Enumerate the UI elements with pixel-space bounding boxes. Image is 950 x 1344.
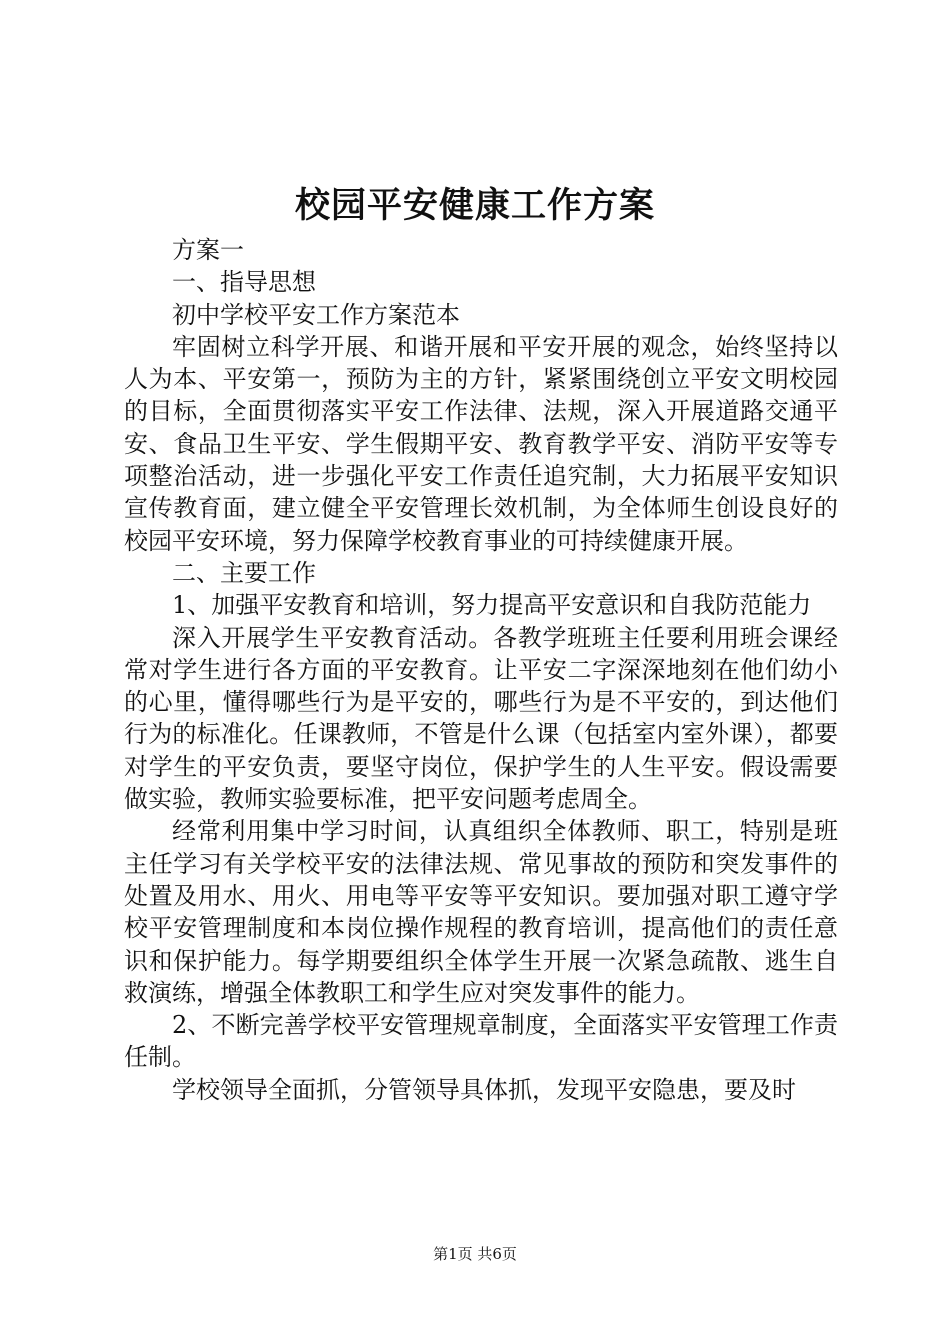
paragraph-leadership: 学校领导全面抓，分管领导具体抓，发现平安隐患，要及时 [172, 1075, 796, 1104]
heading-guiding-ideology: 一、指导思想 [172, 268, 316, 297]
heading-main-work: 二、主要工作 [172, 558, 316, 587]
document-body [124, 234, 838, 1106]
paragraph-plan-one: 方案一 [172, 236, 244, 264]
subheading-rules-responsibility: 2、不断完善学校平安管理规章制度，全面落实平安管理工作责任制。 [124, 1011, 838, 1072]
paragraph-ideology-body: 牢固树立科学开展、和谐开展和平安开展的观念，始终坚持以人为本、平安第一，预防为主的方针，紧紧围绕创立平安文明校园的目标，全面贯彻落实平安工作法律、法规，深入开展道路交通平安、食品卫生平安、学生假期平安、教育教学平安、消防平安等专项整治活动，进一步强化平安工作责任追究制，大力拓展平安知识宣传教育面，建立健全平安管理长效机制，为全体师生创设良好的校园平安环境，努力保障学校教育事业的可持续健康开展。 [124, 332, 838, 555]
paragraph-student-education: 深入开展学生平安教育活动。各教学班班主任要利用班会课经常对学生进行各方面的平安教育。让平安二字深深地刻在他们幼小的心里，懂得哪些行为是平安的，哪些行为是不平安的，到达他们行为的标准化。任课教师，不管是什么课（包括室内室外课），都要对学生的平安负责，要坚守岗位，保护学生的人生平安。假设需要做实验，教师实验要标准，把平安问题考虑周全。 [124, 623, 838, 814]
paragraph-staff-training: 经常利用集中学习时间，认真组织全体教师、职工，特别是班主任学习有关学校平安的法律法规、常见事故的预防和突发事件的处置及用水、用火、用电等平安等平安知识。要加强对职工遵守学校平安管理制度和本岗位操作规程的教育培训，提高他们的责任意识和保护能力。每学期要组织全体学生开展一次紧急疏散、逃生自救演练，增强全体教职工和学生应对突发事件的能力。 [124, 817, 838, 1007]
subheading-education-training: 1、加强平安教育和培训，努力提高平安意识和自我防范能力 [172, 591, 812, 620]
page-number-footer: 第1页 共6页 [433, 1245, 517, 1263]
document-title: 校园平安健康工作方案 [294, 185, 655, 226]
paragraph-template-name: 初中学校平安工作方案范本 [172, 300, 460, 329]
